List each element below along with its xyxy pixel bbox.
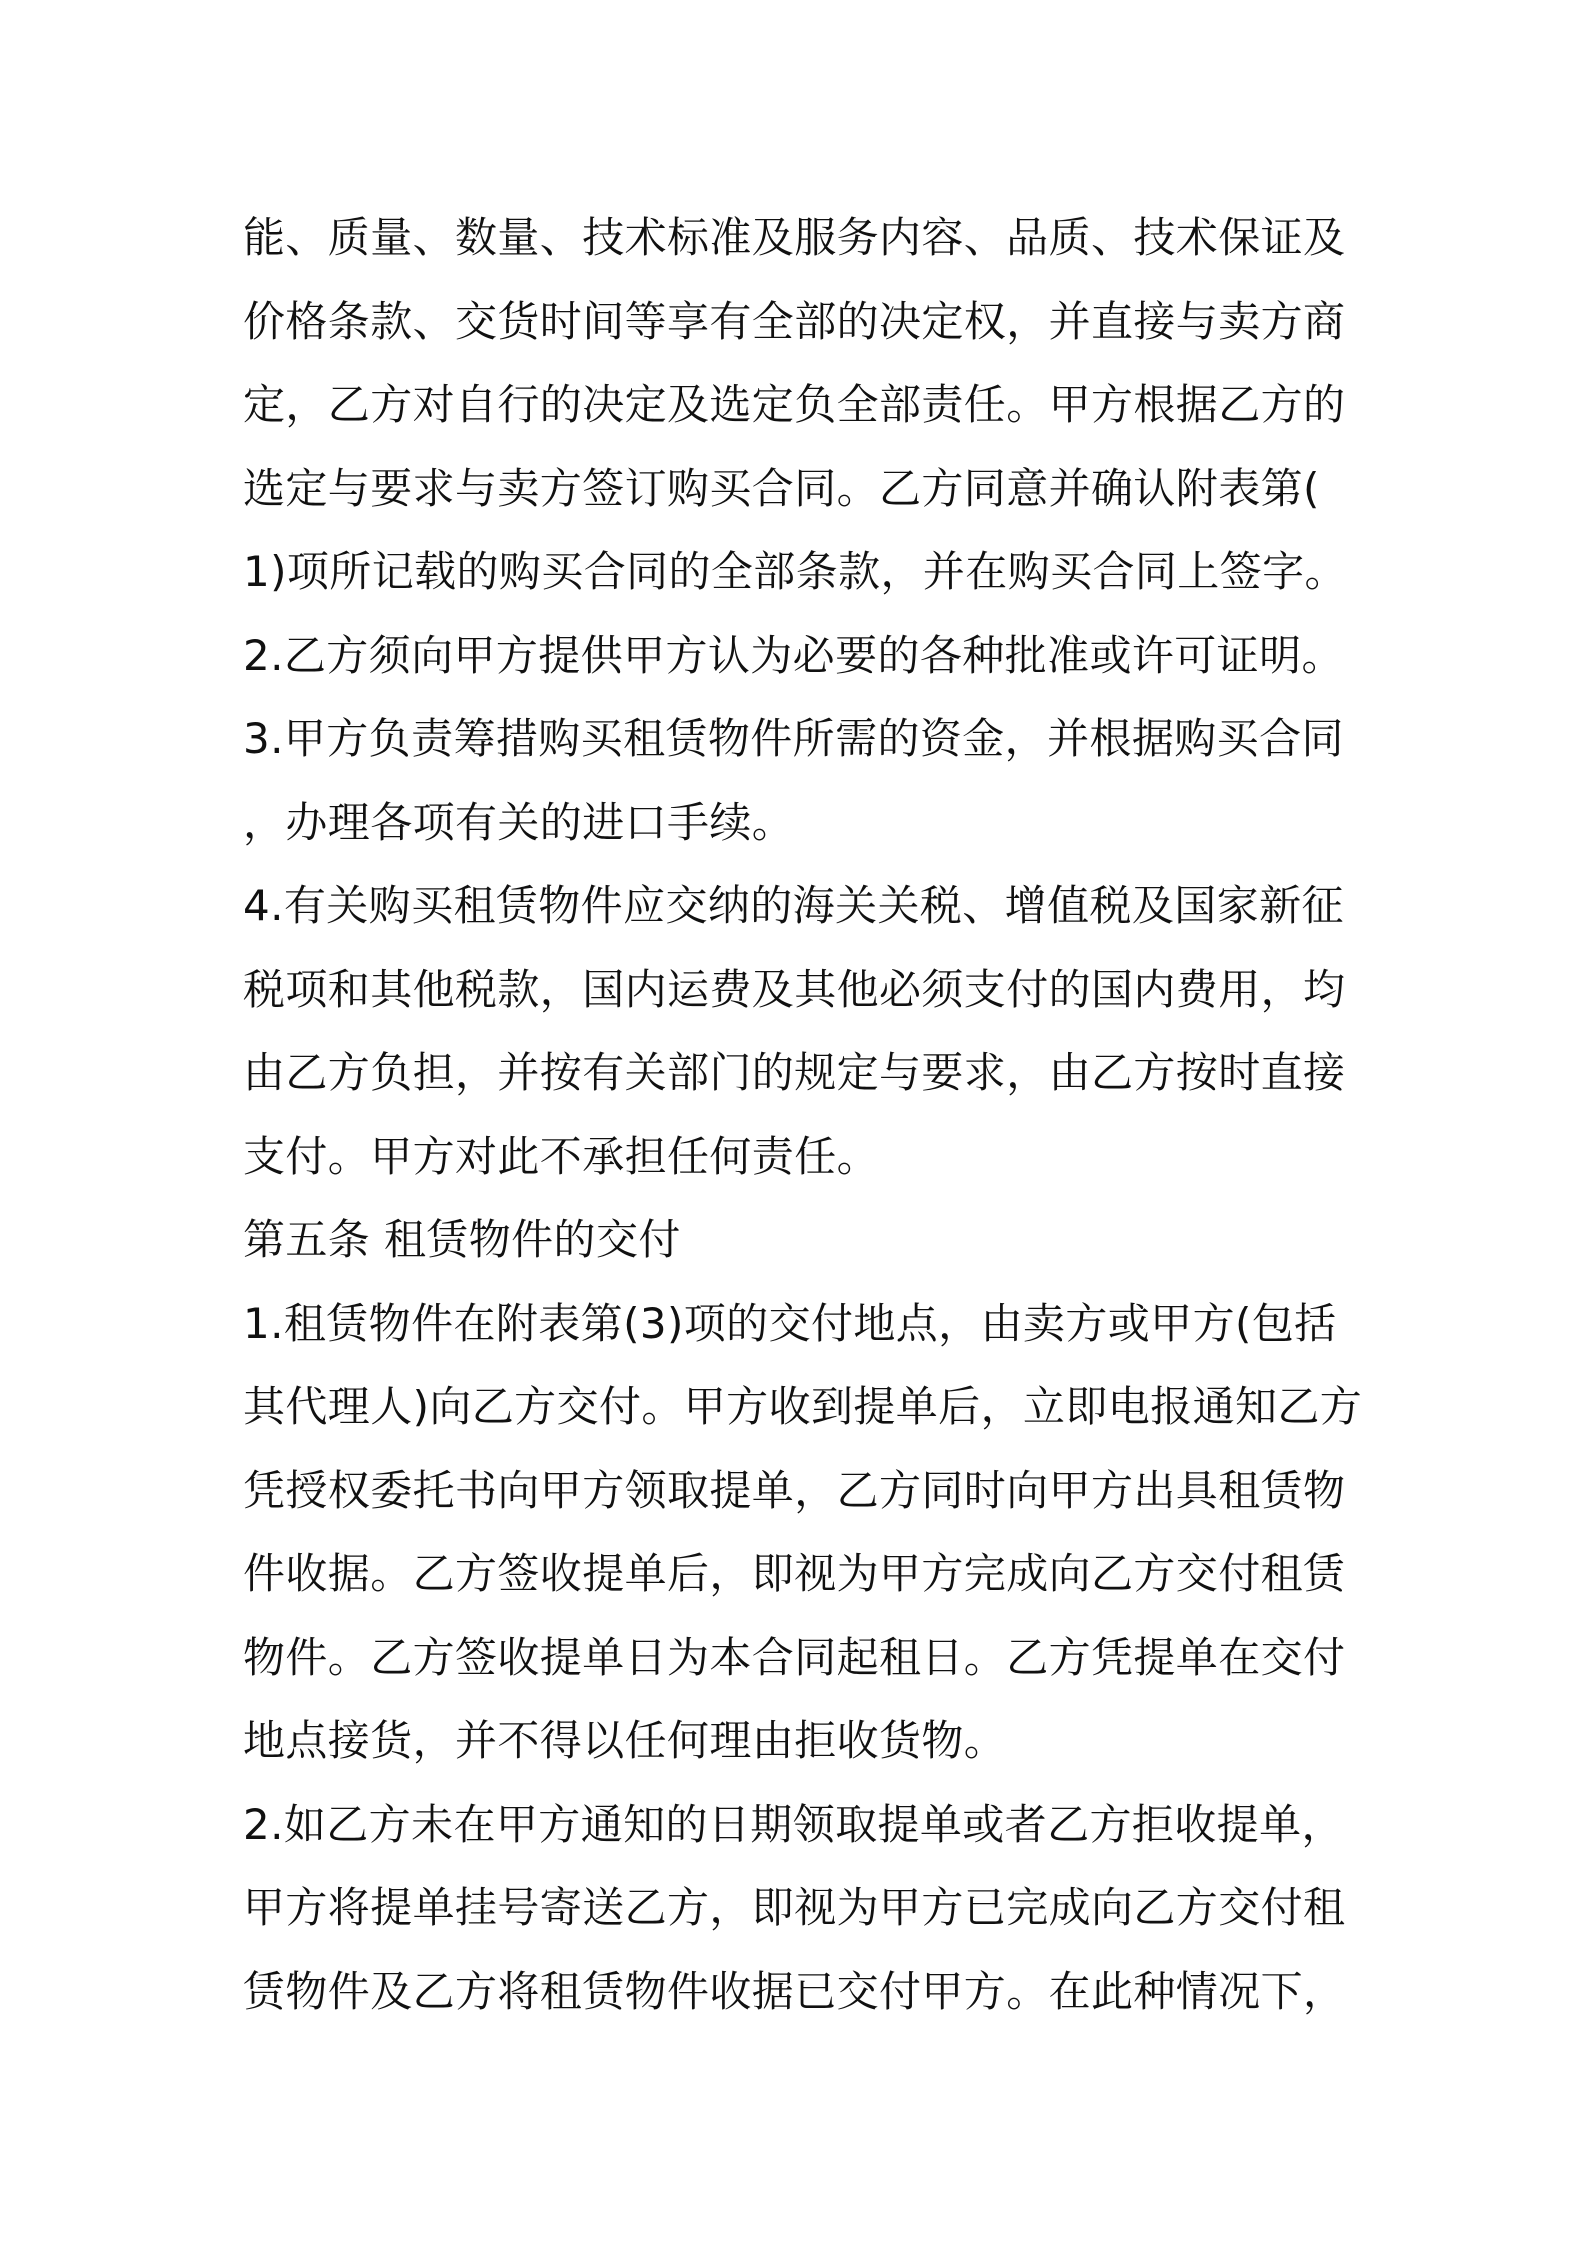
text-line: 价格条款、交货时间等享有全部的决定权，并直接与卖方商 bbox=[243, 296, 1346, 346]
contract-body-text bbox=[243, 196, 1363, 2033]
text-line: 4.有关购买租赁物件应交纳的海关关税、增值税及国家新征 bbox=[243, 881, 1344, 930]
text-line: 由乙方负担，并按有关部门的规定与要求，由乙方按时直接 bbox=[243, 1048, 1346, 1097]
section-heading: 第五条 租赁物件的交付 bbox=[243, 1215, 681, 1264]
text-line: 赁物件及乙方将租赁物件收据已交付甲方。在此种情况下， bbox=[243, 1966, 1346, 2016]
text-line: ，办理各项有关的进口手续。 bbox=[243, 797, 795, 847]
text-line: 甲方将提单挂号寄送乙方，即视为甲方已完成向乙方交付租 bbox=[243, 1883, 1346, 1932]
text-line: 3.甲方负责筹措购买租赁物件所需的资金，并根据购买合同 bbox=[243, 714, 1344, 763]
text-line: 1)项所记载的购买合同的全部条款，并在购买合同上签字。 bbox=[243, 547, 1347, 596]
text-line: 税项和其他税款，国内运费及其他必须支付的国内费用，均 bbox=[243, 964, 1346, 1014]
text-line: 能、质量、数量、技术标准及服务内容、品质、技术保证及 bbox=[243, 213, 1346, 262]
text-line: 凭授权委托书向甲方领取提单，乙方同时向甲方出具租赁物 bbox=[243, 1465, 1346, 1515]
text-line: 选定与要求与卖方签订购买合同。乙方同意并确认附表第( bbox=[243, 463, 1320, 513]
text-line: 2.如乙方未在甲方通知的日期领取提单或者乙方拒收提单， bbox=[243, 1799, 1344, 1849]
text-line: 1.租赁物件在附表第(3)项的交付地点，由卖方或甲方(包括 bbox=[243, 1298, 1337, 1348]
text-line: 件收据。乙方签收提单后，即视为甲方完成向乙方交付租赁 bbox=[243, 1549, 1346, 1598]
text-line: 地点接货，并不得以任何理由拒收货物。 bbox=[243, 1716, 1007, 1765]
text-line: 其代理人)向乙方交付。甲方收到提单后，立即电报通知乙方 bbox=[243, 1382, 1363, 1431]
text-line: 2.乙方须向甲方提供甲方认为必要的各种批准或许可证明。 bbox=[243, 630, 1344, 680]
text-line: 支付。甲方对此不承担任何责任。 bbox=[243, 1131, 880, 1181]
text-line: 定，乙方对自行的决定及选定负全部责任。甲方根据乙方的 bbox=[243, 380, 1346, 429]
text-line: 物件。乙方签收提单日为本合同起租日。乙方凭提单在交付 bbox=[243, 1632, 1346, 1682]
